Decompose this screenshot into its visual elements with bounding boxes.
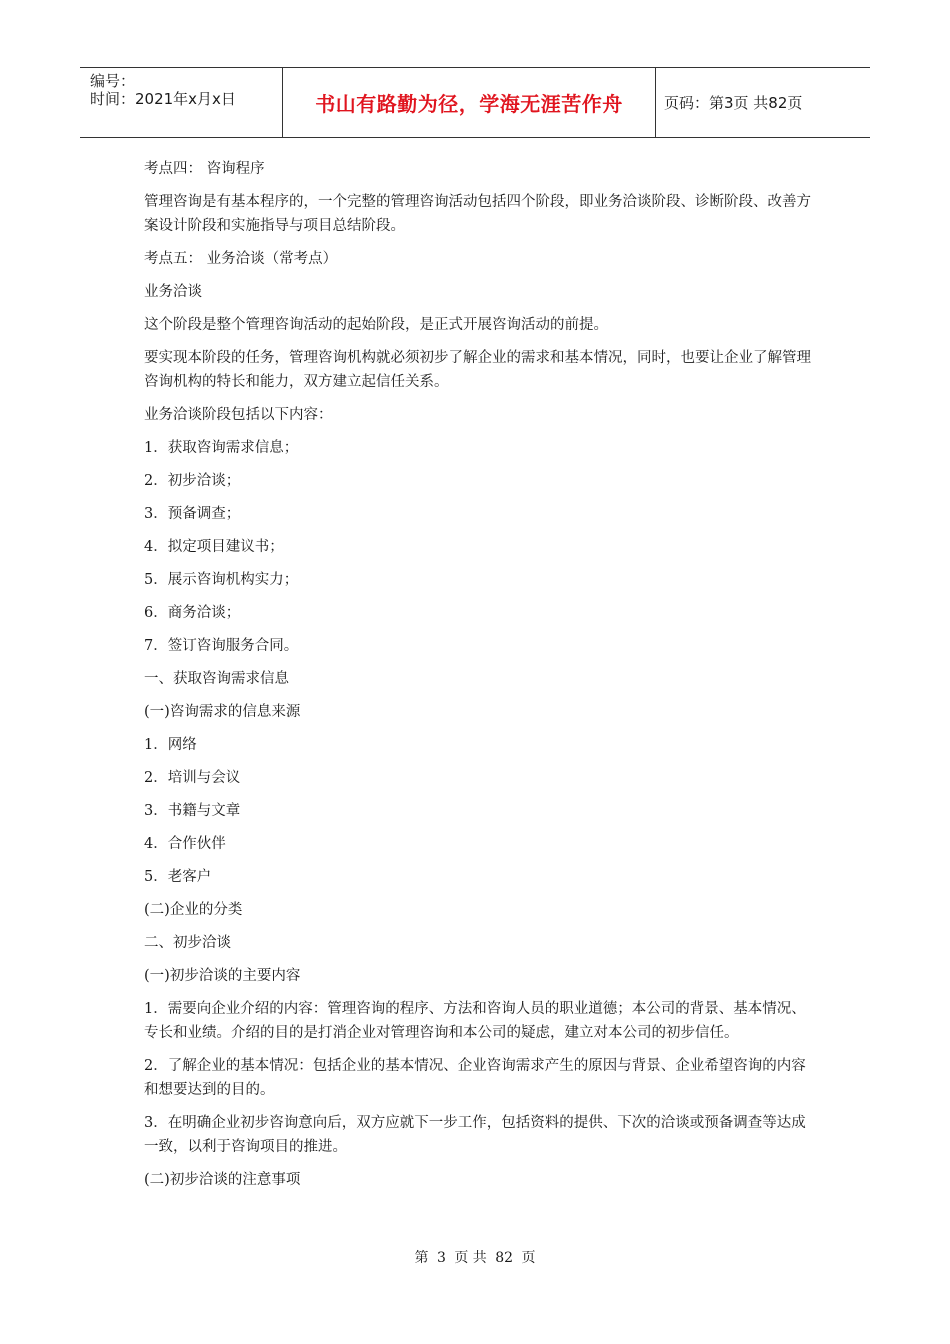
paragraph: 考点四： 咨询程序 — [144, 161, 265, 177]
paragraph: 业务洽谈 — [144, 284, 202, 300]
footer-prefix: 第 — [414, 1250, 429, 1266]
list-item: 5．展示咨询机构实力； — [144, 572, 299, 588]
list-item: 6．商务洽谈； — [144, 605, 241, 621]
subsection-heading: (二)企业的分类 — [144, 902, 243, 918]
footer-total-pages: 82 — [495, 1250, 514, 1266]
paragraph: 管理咨询是有基本程序的，一个完整的管理咨询活动包括四个阶段，即业务洽谈阶段、诊断阶段、改善方案设计阶段和实施指导与项目总结阶段。 — [144, 194, 811, 234]
paragraph: 要实现本阶段的任务，管理咨询机构就必须初步了解企业的需求和基本情况，同时，也要让企业了解管理咨询机构的特长和能力，双方建立起信任关系。 — [144, 350, 811, 390]
subsection-heading: (二)初步洽谈的注意事项 — [144, 1172, 301, 1188]
list-item: 5．老客户 — [144, 869, 212, 885]
page-footer — [0, 1247, 950, 1267]
paragraph: 考点五： 业务洽谈（常考点） — [144, 251, 338, 267]
header-motto-cell — [283, 68, 656, 137]
footer-mid: 页 共 — [454, 1250, 487, 1266]
list-item: 1．网络 — [144, 737, 197, 753]
list-item: 2．初步洽谈； — [144, 473, 241, 489]
document-body — [144, 157, 812, 1201]
list-item: 1．需要向企业介绍的内容：管理咨询的程序、方法和咨询人员的职业道德；本公司的背景、基本情况、专长和业绩。介绍的目的是打消企业对管理咨询和本公司的疑虑，建立对本公司的初步信任。 — [144, 1001, 806, 1041]
list-item: 1．获取咨询需求信息； — [144, 440, 299, 456]
header-motto: 书山有路勤为径，学海无涯苦作舟 — [315, 92, 623, 116]
document-number-label: 编号： — [90, 72, 136, 90]
list-item: 4．拟定项目建议书； — [144, 539, 284, 555]
section-heading: 二、初步洽谈 — [144, 935, 231, 951]
list-item: 3．在明确企业初步咨询意向后，双方应就下一步工作，包括资料的提供、下次的洽谈或预备调查等达成一致，以利于咨询项目的推进。 — [144, 1115, 806, 1155]
paragraph: 这个阶段是整个管理咨询活动的起始阶段，是正式开展咨询活动的前提。 — [144, 317, 608, 333]
section-heading: 一、获取咨询需求信息 — [144, 671, 289, 687]
header-page-info: 页码：第3页 共82页 — [664, 94, 803, 112]
subsection-heading: (一)咨询需求的信息来源 — [144, 704, 301, 720]
list-item: 2．了解企业的基本情况：包括企业的基本情况、企业咨询需求产生的原因与背景、企业希望咨询的内容和想要达到的目的。 — [144, 1058, 806, 1098]
list-item: 3．书籍与文章 — [144, 803, 241, 819]
list-item: 2．培训与会议 — [144, 770, 241, 786]
footer-suffix: 页 — [521, 1250, 536, 1266]
footer-page-number: 3 — [436, 1250, 446, 1266]
list-item: 3．预备调查； — [144, 506, 241, 522]
header-meta-cell — [80, 68, 283, 137]
subsection-heading: (一)初步洽谈的主要内容 — [144, 968, 301, 984]
page-header — [80, 67, 870, 138]
list-item: 4．合作伙伴 — [144, 836, 226, 852]
document-date-label: 时间：2021年x月x日 — [90, 90, 236, 108]
paragraph: 业务洽谈阶段包括以下内容： — [144, 407, 333, 423]
list-item: 7．签订咨询服务合同。 — [144, 638, 299, 654]
